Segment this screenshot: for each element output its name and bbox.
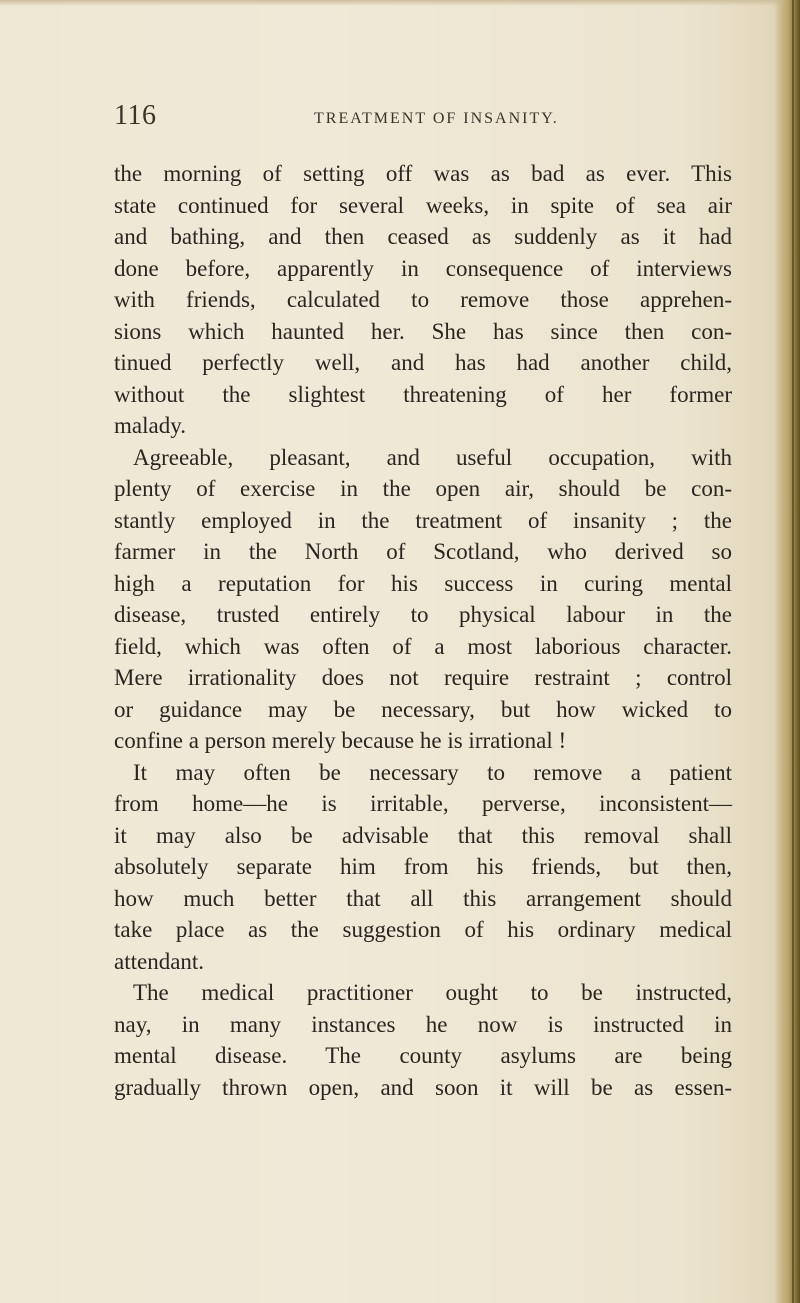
text-line: state continued for several weeks, in spite of sea air bbox=[114, 192, 732, 218]
paragraph-start-line: Agreeable, pleasant, and useful occupation, with bbox=[133, 444, 732, 470]
text-line: take place as the suggestion of his ordinary medical bbox=[114, 917, 732, 942]
text-line: disease, trusted entirely to physical labour in the bbox=[114, 602, 732, 627]
text-line: done before, apparently in consequence of interviews bbox=[114, 255, 732, 281]
text-line: nay, in many instances he now is instructed in bbox=[114, 1011, 732, 1037]
text-line: it may also be advisable that this removal shall bbox=[114, 822, 732, 848]
text-line: or guidance may be necessary, but how wicked to bbox=[114, 696, 732, 722]
text-line: with friends, calculated to remove those apprehen- bbox=[114, 287, 732, 312]
text-line: gradually thrown open, and soon it will be as essen- bbox=[114, 1074, 732, 1100]
text-line: sions which haunted her. She has since then con- bbox=[114, 318, 732, 344]
text-line: attendant. bbox=[114, 948, 205, 974]
text-line: from home—he is irritable, perverse, inconsistent— bbox=[114, 791, 732, 816]
paragraph-start-line: The medical practitioner ought to be instructed, bbox=[133, 980, 732, 1005]
text-line: field, which was often of a most laborious character. bbox=[114, 633, 732, 659]
text-line: how much better that all this arrangement should bbox=[114, 885, 732, 911]
text-line: mental disease. The county asylums are being bbox=[114, 1043, 732, 1068]
text-line: plenty of exercise in the open air, should be con- bbox=[114, 476, 732, 501]
text-line: Mere irrationality does not require restraint ; control bbox=[114, 665, 732, 690]
running-head: TREATMENT OF INSANITY. bbox=[314, 110, 559, 127]
text-line: without the slightest threatening of her former bbox=[114, 381, 732, 407]
page-binding-edge bbox=[774, 0, 800, 1303]
text-line: and bathing, and then ceased as suddenly as it had bbox=[114, 224, 732, 249]
text-line: tinued perfectly well, and has had another child, bbox=[114, 350, 732, 375]
text-line: the morning of setting off was as bad as ever. This bbox=[114, 161, 732, 186]
text-line: high a reputation for his success in curing mental bbox=[114, 570, 732, 596]
body-text bbox=[114, 158, 732, 1103]
text-line: absolutely separate him from his friends, but then, bbox=[114, 854, 732, 879]
paragraph-start-line: It may often be necessary to remove a patient bbox=[133, 759, 732, 785]
page-top-shadow bbox=[0, 0, 800, 6]
binding-line bbox=[792, 0, 794, 1303]
text-line: confine a person merely because he is irrational ! bbox=[114, 728, 567, 753]
text-line: stantly employed in the treatment of insanity ; the bbox=[114, 507, 732, 533]
text-line: farmer in the North of Scotland, who derived so bbox=[114, 539, 732, 564]
text-line: malady. bbox=[114, 413, 186, 438]
page-header bbox=[114, 100, 734, 140]
page-number: 116 bbox=[114, 100, 157, 131]
